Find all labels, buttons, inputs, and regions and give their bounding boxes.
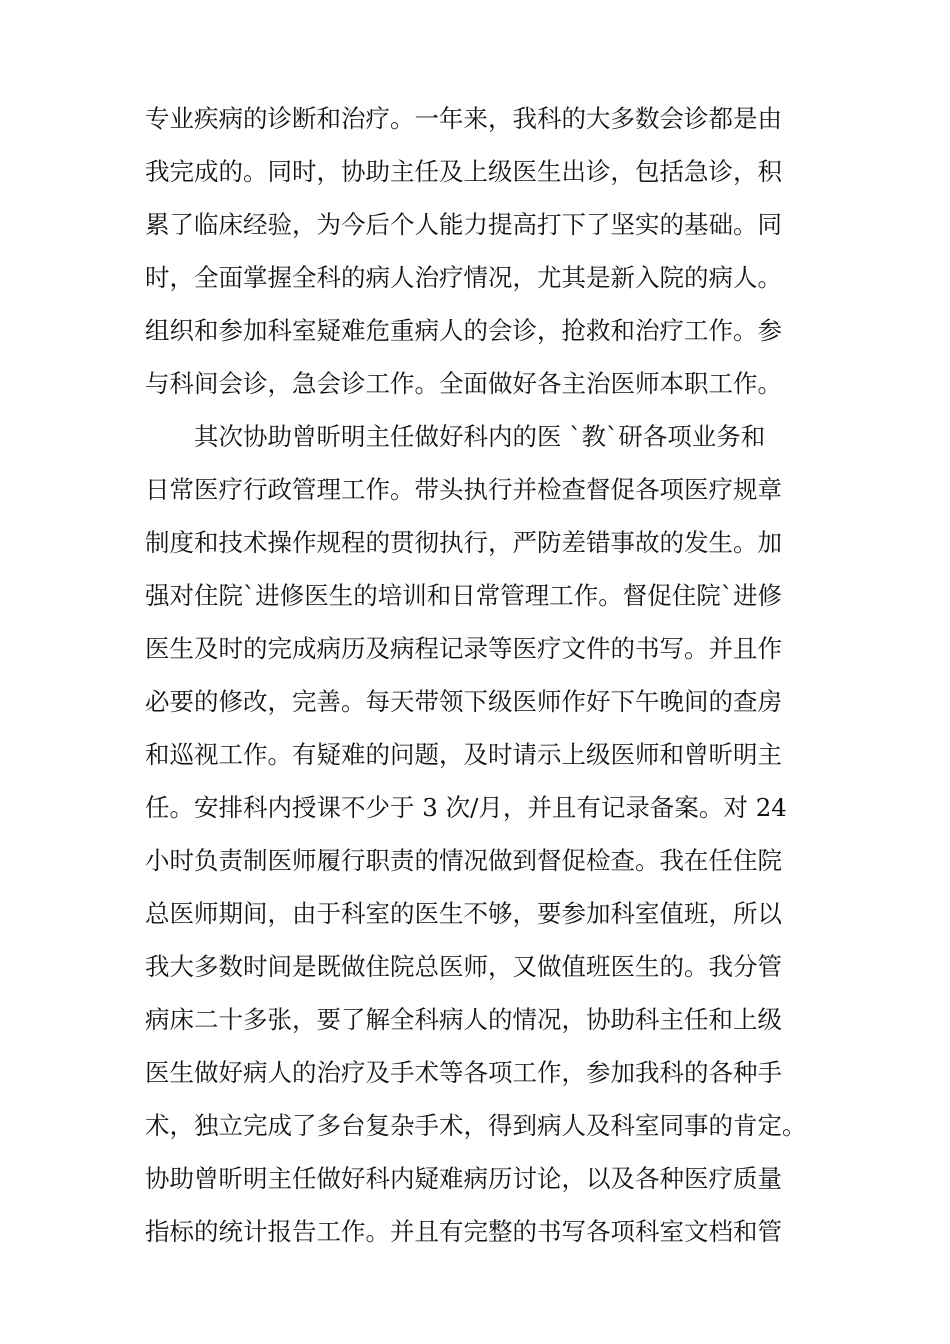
text-line: 制度和技术操作规程的贯彻执行，严防差错事故的发生。加 [145,528,782,557]
text-line: 病床二十多张，要了解全科病人的情况，协助科主任和上级 [145,1005,782,1034]
text-line: 时，全面掌握全科的病人治疗情况，尤其是新入院的病人。 [145,263,782,292]
text-line: 小时负责制医师履行职责的情况做到督促检查。我在任住院 [145,846,782,875]
text-line: 医生及时的完成病历及病程记录等医疗文件的书写。并且作 [145,634,782,663]
body-text [145,92,815,1258]
text-line: 专业疾病的诊断和治疗。一年来，我科的大多数会诊都是由 [145,104,782,133]
text-line: 组织和参加科室疑难危重病人的会诊，抢救和治疗工作。参 [145,316,782,345]
text-line: 术，独立完成了多台复杂手术，得到病人及科室同事的肯定。 [145,1111,807,1140]
text-line: 强对住院`进修医生的培训和日常管理工作。督促住院`进修 [145,581,782,610]
text-line: 日常医疗行政管理工作。带头执行并检查督促各项医疗规章 [145,475,782,504]
text-line: 累了临床经验，为今后个人能力提高打下了坚实的基础。同 [145,210,782,239]
text-line: 必要的修改，完善。每天带领下级医师作好下午晚间的查房 [145,687,782,716]
text-line: 任。安排科内授课不少于 3 次/月，并且有记录备案。对 24 [145,793,787,822]
text-line: 总医师期间，由于科室的医生不够，要参加科室值班，所以 [145,899,782,928]
text-line: 医生做好病人的治疗及手术等各项工作，参加我科的各种手 [145,1058,782,1087]
text-line: 与科间会诊，急会诊工作。全面做好各主治医师本职工作。 [145,369,782,398]
text-line: 和巡视工作。有疑难的问题，及时请示上级医师和曾昕明主 [145,740,782,769]
text-line: 其次协助曾昕明主任做好科内的医 `教`研各项业务和 [145,422,766,451]
text-line: 我完成的。同时，协助主任及上级医生出诊，包括急诊，积 [145,157,782,186]
text-line: 指标的统计报告工作。并且有完整的书写各项科室文档和管 [145,1217,782,1246]
text-line: 协助曾昕明主任做好科内疑难病历讨论，以及各种医疗质量 [145,1164,782,1193]
text-line: 我大多数时间是既做住院总医师，又做值班医生的。我分管 [145,952,782,981]
